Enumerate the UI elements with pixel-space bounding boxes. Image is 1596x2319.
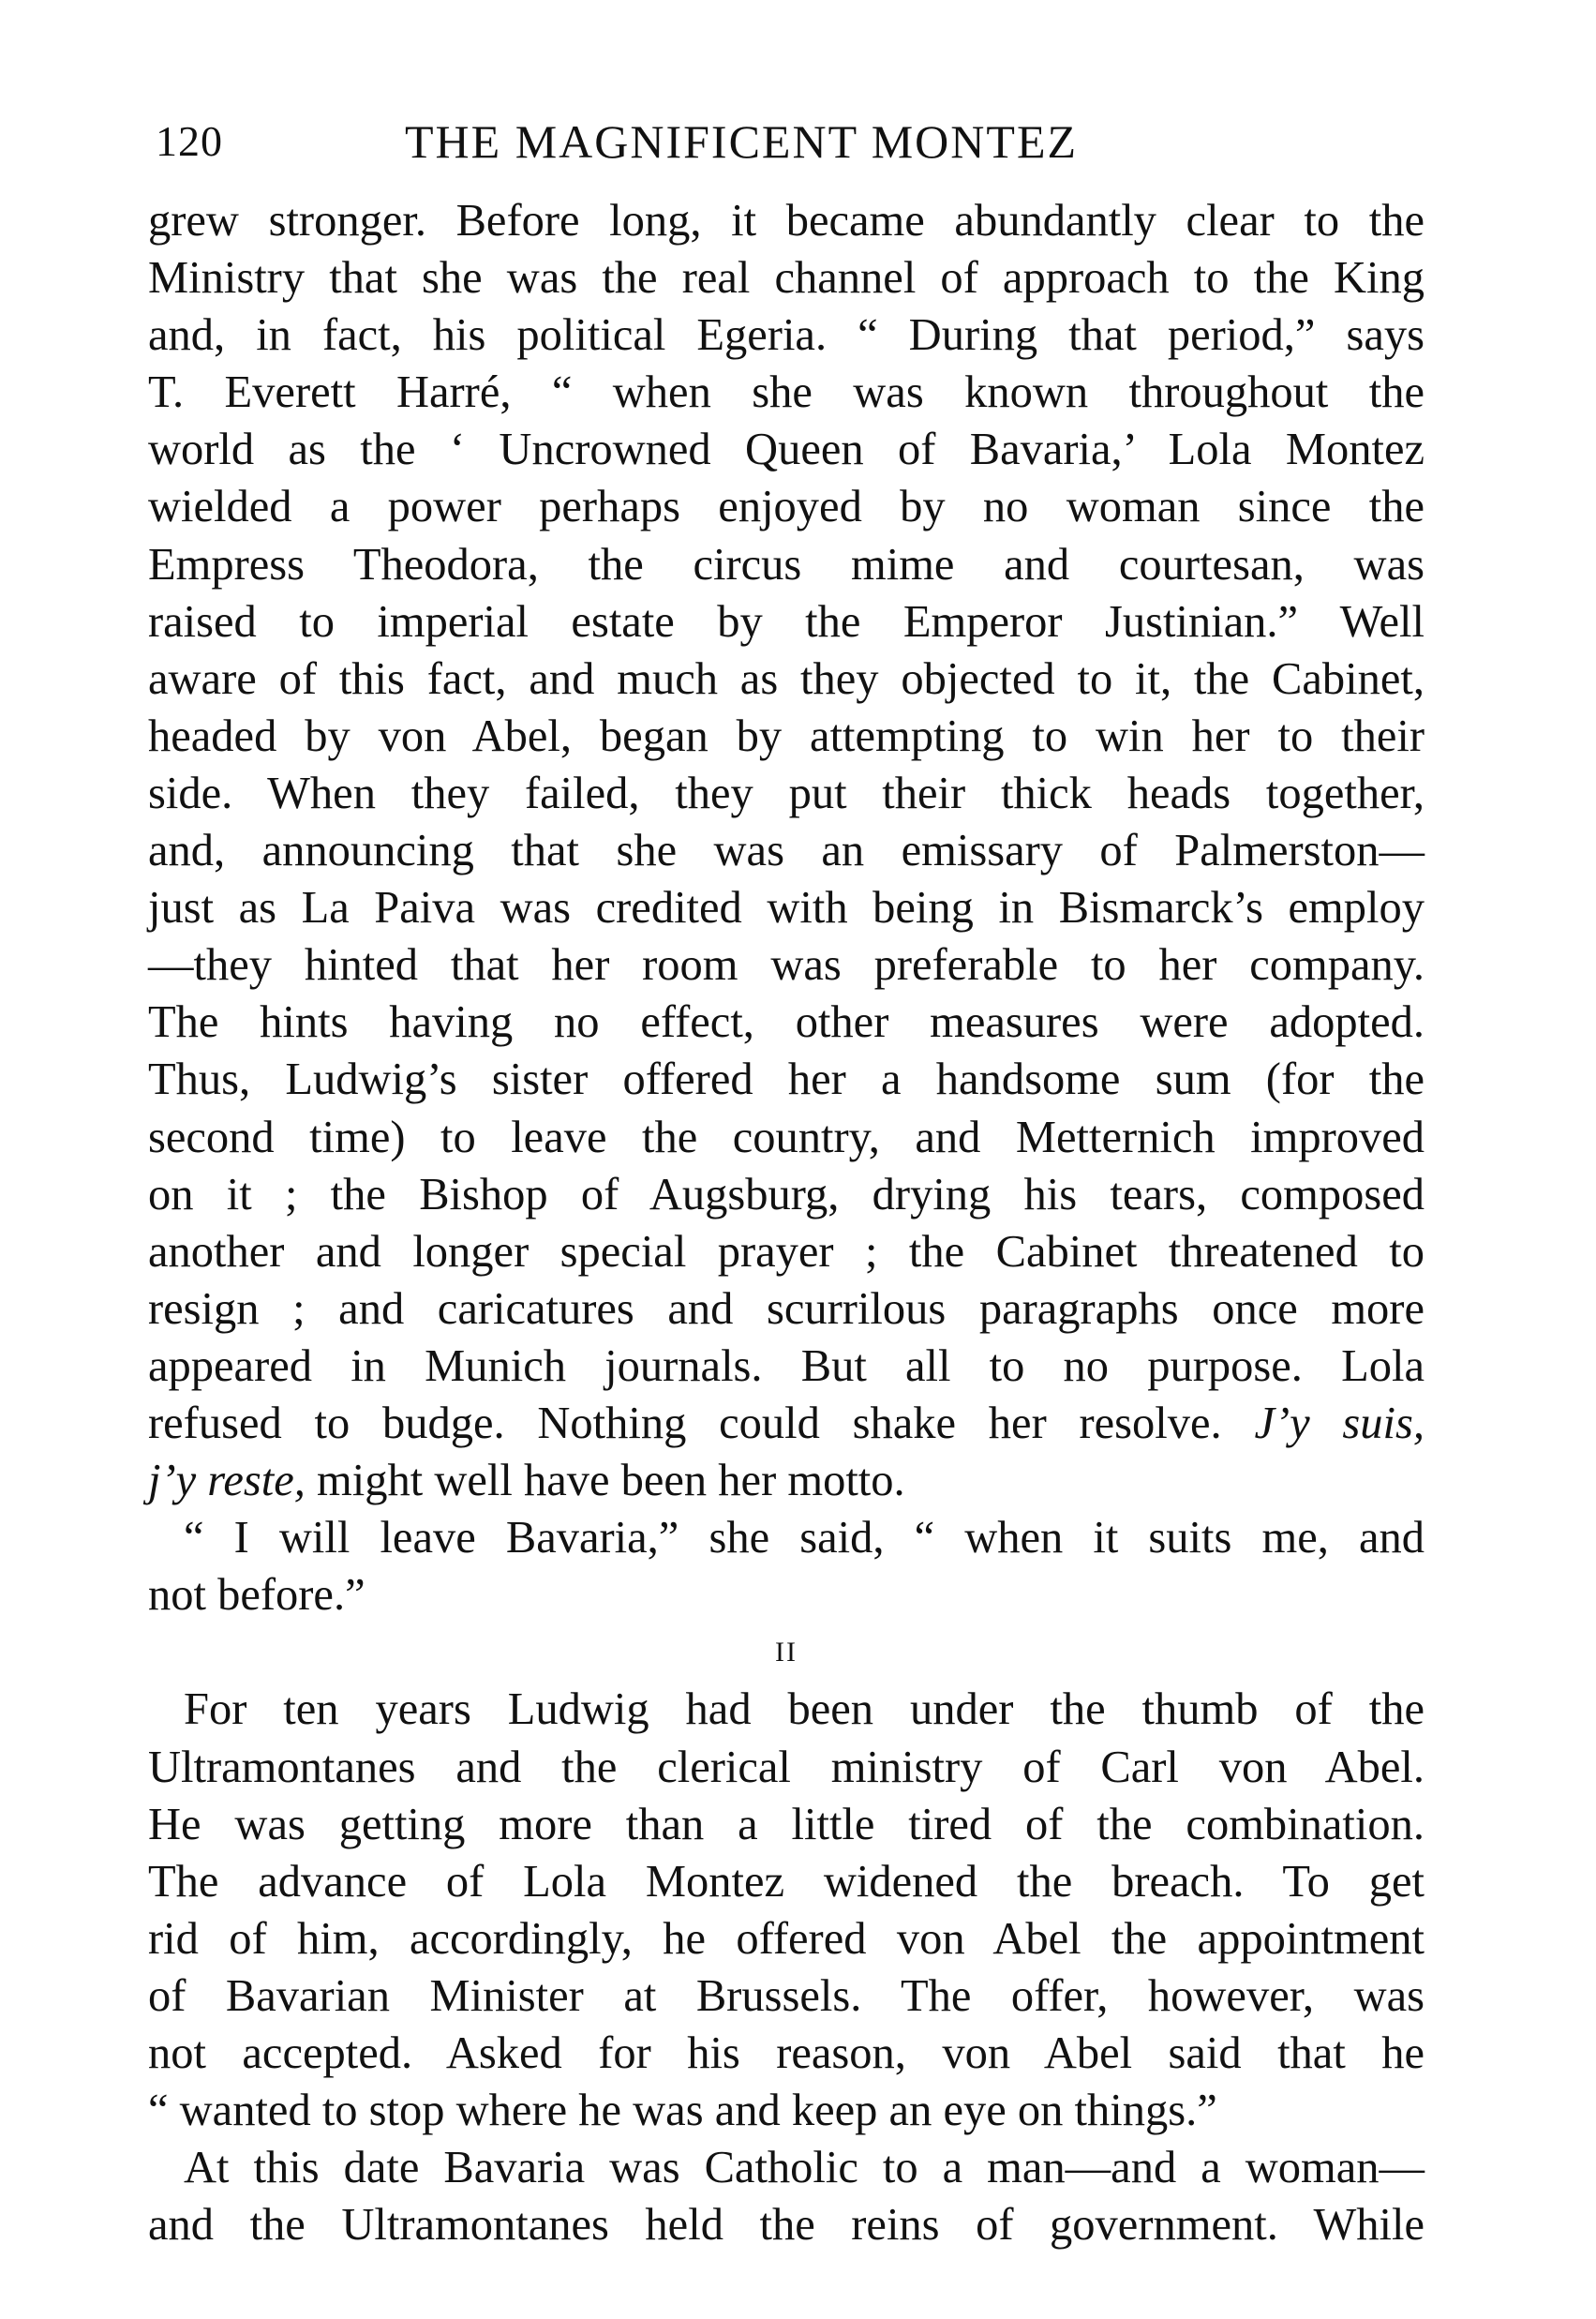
text-segment: might well have been her motto. (317, 1456, 905, 1506)
text-line: appeared in Munich journals. But all to no purpose. Lola (148, 1340, 1424, 1391)
text-line: not before.” (148, 1570, 365, 1621)
running-title: THE MAGNIFICENT MONTEZ (405, 115, 1079, 168)
text-line: second time) to leave the country, and Metternich improved (148, 1112, 1424, 1162)
text-segment: refused to budge. Nothing could shake her resolve. (148, 1398, 1222, 1448)
text-line: wielded a power perhaps enjoyed by no woman since the (148, 482, 1424, 532)
body-text (148, 192, 1424, 2253)
text-line: aware of this fact, and much as they objected to it, the Cabinet, (148, 653, 1424, 704)
page-number: 120 (156, 117, 223, 165)
text-line: —they hinted that her room was preferable to her company. (148, 940, 1424, 991)
text-line: Thus, Ludwig’s sister offered her a handsome sum (for the (148, 1055, 1424, 1105)
text-line: side. When they failed, they put their thick heads together, (148, 768, 1424, 818)
text-line: The advance of Lola Montez widened the breach. To get (148, 1856, 1424, 1907)
running-head (156, 109, 1421, 174)
text-line: and the Ultramontanes held the reins of government. While (148, 2200, 1424, 2251)
text-line: He was getting more than a little tired of the combination. (148, 1799, 1424, 1849)
section-marker: II (775, 1637, 798, 1668)
text-line: At this date Bavaria was Catholic to a man—and a woman— (184, 2143, 1424, 2193)
text-line-with-italic (148, 1395, 1424, 1452)
text-line: The hints having no effect, other measures were adopted. (148, 997, 1424, 1048)
text-line: resign ; and caricatures and scurrilous paragraphs once more (148, 1283, 1424, 1334)
text-line: “ wanted to stop where he was and keep an eye on things.” (148, 2086, 1217, 2136)
text-line: For ten years Ludwig had been under the thumb of the (184, 1684, 1424, 1735)
text-line: Empress Theodora, the circus mime and courtesan, was (148, 539, 1424, 590)
text-line: on it ; the Bishop of Augsburg, drying his tears, composed (148, 1169, 1424, 1219)
text-line: world as the ‘ Uncrowned Queen of Bavaria,’ Lola Montez (148, 425, 1424, 475)
text-line: headed by von Abel, began by attempting to win her to their (148, 711, 1424, 761)
text-line: of Bavarian Minister at Brussels. The offer, however, was (148, 1970, 1424, 2021)
text-line: and, announcing that she was an emissary of Palmerston— (148, 826, 1424, 876)
italic-phrase: J’y suis, (1254, 1398, 1424, 1448)
text-line: another and longer special prayer ; the Cabinet threatened to (148, 1226, 1424, 1277)
text-line: rid of him, accordingly, he offered von Abel the appointment (148, 1913, 1424, 1964)
text-line: Ministry that she was the real channel of approach to the King (148, 253, 1424, 304)
text-line: Ultramontanes and the clerical ministry of Carl von Abel. (148, 1742, 1424, 1792)
text-line: just as La Paiva was credited with being in Bismarck’s employ (148, 883, 1424, 934)
text-line: grew stronger. Before long, it became abundantly clear to the (148, 196, 1424, 246)
text-line: “ I will leave Bavaria,” she said, “ when it suits me, and (184, 1513, 1424, 1563)
text-line: not accepted. Asked for his reason, von Abel said that he (148, 2028, 1424, 2078)
text-line-with-italic (148, 1452, 1424, 1509)
text-line: raised to imperial estate by the Emperor Justinian.” Well (148, 596, 1424, 647)
text-line: T. Everett Harré, “ when she was known throughout the (148, 367, 1424, 418)
italic-phrase: j’y reste, (148, 1456, 306, 1506)
text-line: and, in fact, his political Egeria. “ During that period,” says (148, 310, 1424, 361)
